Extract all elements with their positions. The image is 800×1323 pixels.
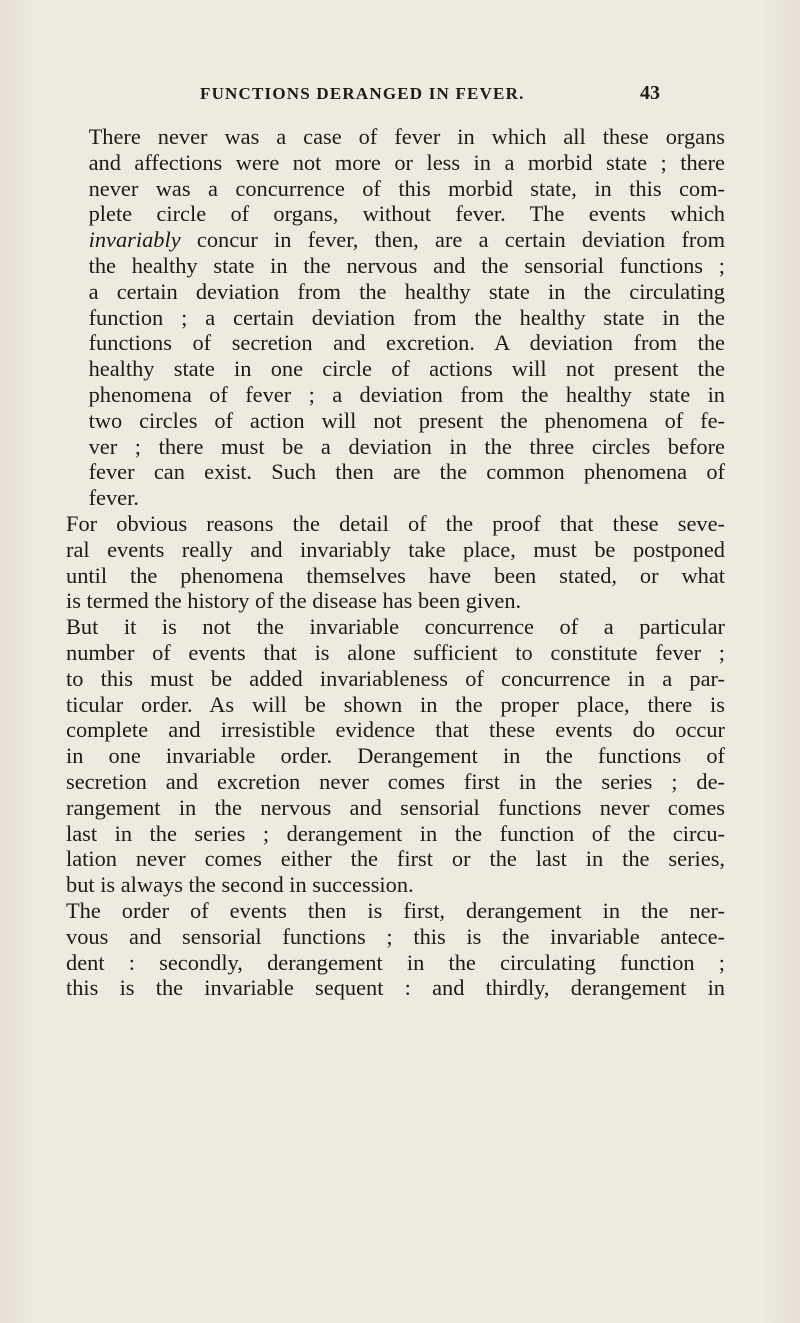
text-line: fever. bbox=[88, 485, 139, 511]
text-line: the healthy state in the nervous and the sensorial functions ; bbox=[88, 252, 725, 278]
text-line: lation never comes either the first or the last in the series, bbox=[66, 846, 725, 872]
text-line: ver ; there must be a deviation in the three circles before bbox=[88, 433, 725, 459]
text-line: in one invariable order. Derangement in the functions of bbox=[66, 743, 725, 769]
text-line: For obvious reasons the detail of the proof that these seve- bbox=[66, 510, 725, 536]
text-line: last in the series ; derangement in the function of the circu- bbox=[66, 820, 725, 846]
text-line: number of events that is alone sufficient to constitute fever ; bbox=[66, 639, 725, 665]
paragraph-1 bbox=[55, 124, 725, 511]
paragraph-2 bbox=[55, 511, 725, 614]
text-line: but is always the second in succession. bbox=[66, 872, 414, 898]
text-line: this is the invariable sequent : and thirdly, derangement in bbox=[66, 975, 725, 1001]
running-title: FUNCTIONS DERANGED IN FEVER. bbox=[200, 84, 525, 103]
page-number: 43 bbox=[640, 82, 660, 104]
text-line: ral events really and invariably take place, must be postponed bbox=[66, 536, 725, 562]
text-line: complete and irresistible evidence that these events do occur bbox=[66, 717, 725, 743]
text-line: functions of secretion and excretion. A deviation from the bbox=[88, 330, 725, 356]
text-line: secretion and excretion never comes first in the series ; de- bbox=[66, 768, 725, 794]
paragraph-3 bbox=[55, 614, 725, 898]
italic-word: invariably bbox=[88, 227, 181, 253]
text-line-with-emphasis bbox=[55, 227, 725, 253]
text-line: phenomena of fever ; a deviation from the healthy state in bbox=[88, 381, 725, 407]
text-line: The order of events then is first, derangement in the ner- bbox=[66, 897, 725, 923]
running-head bbox=[0, 84, 800, 114]
text-line: until the phenomena themselves have been stated, or what bbox=[66, 562, 725, 588]
text-line: healthy state in one circle of actions will not present the bbox=[88, 356, 725, 382]
text-line: There never was a case of fever in which all these organs bbox=[88, 124, 725, 149]
text-line: rangement in the nervous and sensorial functions never comes bbox=[66, 794, 725, 820]
text-fragment: concur in fever, then, are a certain deviation from bbox=[180, 227, 725, 253]
text-line: dent : secondly, derangement in the circulating function ; bbox=[66, 949, 725, 975]
text-line: to this must be added invariableness of concurrence in a par- bbox=[66, 665, 725, 691]
text-line: and affections were not more or less in a morbid state ; there bbox=[88, 149, 725, 175]
text-line: ticular order. As will be shown in the proper place, there is bbox=[66, 691, 725, 717]
text-line: never was a concurrence of this morbid state, in this com- bbox=[88, 175, 725, 201]
text-line: fever can exist. Such then are the common phenomena of bbox=[88, 459, 725, 485]
text-line: But it is not the invariable concurrence of a particular bbox=[66, 614, 725, 640]
body-text bbox=[55, 124, 725, 1001]
text-line: a certain deviation from the healthy state in the circulating bbox=[88, 278, 725, 304]
text-line: two circles of action will not present the phenomena of fe- bbox=[88, 407, 725, 433]
text-line: is termed the history of the disease has been given. bbox=[66, 588, 522, 614]
text-line: function ; a certain deviation from the healthy state in the bbox=[88, 304, 725, 330]
paragraph-4 bbox=[55, 898, 725, 1001]
text-line: vous and sensorial functions ; this is the invariable antece- bbox=[66, 923, 725, 949]
text-line: plete circle of organs, without fever. The events which bbox=[88, 201, 725, 227]
